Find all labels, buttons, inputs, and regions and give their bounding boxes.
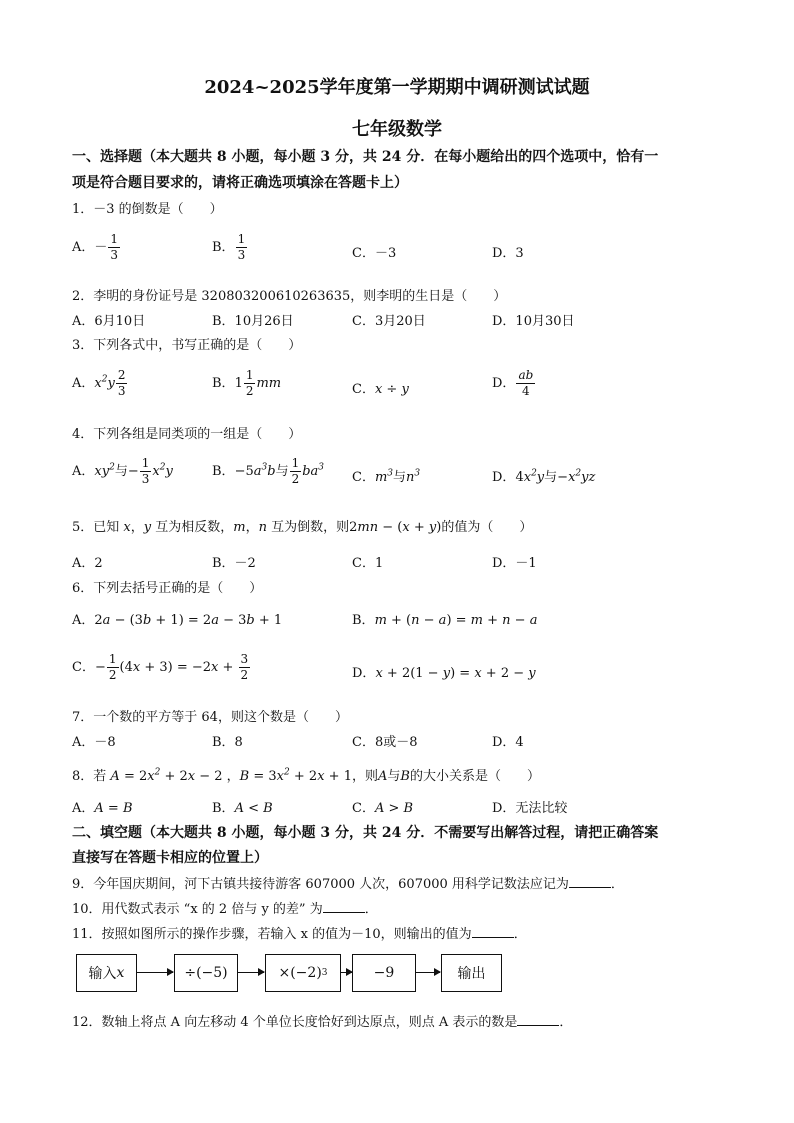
section1-heading-line2: 项是符合题目要求的，请将正确选项填涂在答题卡上） xyxy=(72,175,408,191)
q2-option-a: A．6月10日 xyxy=(72,314,146,329)
section2-heading-line2: 直接写在答题卡相应的位置上） xyxy=(72,850,268,866)
q12-text: 12．数轴上将点 A 向左移动 4 个单位长度恰好到达原点，则点 A 表示的数是 ． xyxy=(72,1015,573,1030)
q4-option-c: C．$m^3$与$n^3$ xyxy=(352,468,421,485)
page-subtitle: 七年级数学 xyxy=(352,119,442,140)
flow-arrow xyxy=(416,972,440,973)
q10-text: 10．用代数式表示 “x 的 2 倍与 y 的差” 为 ． xyxy=(72,902,378,917)
fraction: $\frac{1}{3}$ xyxy=(141,456,150,486)
fraction: $\frac{1}{3}$ xyxy=(110,232,119,262)
q7-option-b: B．8 xyxy=(212,735,243,750)
q1-stem: 1．－3 的倒数是（ ） xyxy=(72,202,223,217)
q5-option-d: D．－1 xyxy=(492,556,537,571)
q8-stem: 8．若 $A = 2x^2 + 2x - 2$ ，$B = 3x^2 + 2x + 1$，则A与B的大小关系是（ ） xyxy=(72,767,540,784)
q5-option-a: A．2 xyxy=(72,556,103,571)
q8-option-b: B．A < B xyxy=(212,801,273,816)
q1-option-c: C．－3 xyxy=(352,246,397,261)
q8-option-d: D．无法比较 xyxy=(492,801,568,816)
fraction: $\frac{1}{2}$ xyxy=(245,368,254,398)
section1-heading-line1: 一、选择题（本大题共 8 小题，每小题 3 分，共 24 分．在每小题给出的四个选项中，恰有一 xyxy=(72,149,659,165)
q2-option-b: B．10月26日 xyxy=(212,314,294,329)
flow-arrow xyxy=(341,972,352,973)
flow-step-multiply: ×(−2) 3 xyxy=(265,954,341,992)
fraction: $\frac{ab}{4}$ xyxy=(518,368,534,398)
q6-option-b: B．m + (n − a) = m + n − a xyxy=(352,613,538,628)
q6-stem: 6．下列去括号正确的是（ ） xyxy=(72,581,263,596)
q5-option-c: C．1 xyxy=(352,556,384,571)
answer-blank xyxy=(569,875,611,888)
fraction: $\frac{3}{2}$ xyxy=(240,652,249,682)
q3-option-a: A．$x^2y$ $\frac{2}{3}$ xyxy=(72,368,126,398)
q4-stem: 4．下列各组是同类项的一组是（ ） xyxy=(72,427,302,442)
q1-option-a: A．－ $\frac{1}{3}$ xyxy=(72,232,119,262)
q7-stem: 7．一个数的平方等于 64，则这个数是（ ） xyxy=(72,710,348,725)
flow-arrow xyxy=(238,972,264,973)
q5-option-b: B．－2 xyxy=(212,556,256,571)
answer-blank xyxy=(517,1013,559,1026)
q1-option-d: D．3 xyxy=(492,246,524,261)
q1-option-b: B． $\frac{1}{3}$ xyxy=(212,232,246,262)
q3-option-c: C．x ÷ y xyxy=(352,382,409,397)
q7-option-a: A．－8 xyxy=(72,735,116,750)
page-title: 2024~2025学年度第一学期期中调研测试试题 xyxy=(204,77,590,98)
q8-option-c: C．A > B xyxy=(352,801,414,816)
q7-option-c: C．8或－8 xyxy=(352,735,418,750)
flow-step-divide: ÷(−5) xyxy=(174,954,238,992)
q5-stem: 5．已知 x，y 互为相反数，m，n 互为倒数，则2mn − (x + y)的值为（ ） xyxy=(72,520,533,535)
q3-option-b: B．1 $\frac{1}{2}$ mm xyxy=(212,368,282,398)
q6-option-a: A．2a − (3b + 1) = 2a − 3b + 1 xyxy=(72,613,283,628)
q6-option-d: D．x + 2(1 − y) = x + 2 − y xyxy=(352,666,536,681)
flow-arrow xyxy=(137,972,173,973)
q6-option-c: C．− $\frac{1}{2}$ (4x + 3) = −2x + $\frac{3}{2}$ xyxy=(72,652,249,682)
fraction: $\frac{1}{3}$ xyxy=(237,232,246,262)
q8-option-a: A．A = B xyxy=(72,801,133,816)
fraction: $\frac{1}{2}$ xyxy=(108,652,117,682)
q4-option-d: D．$4x^2y$与$-x^2yz$ xyxy=(492,468,596,485)
flow-output-box: 输出 xyxy=(441,954,502,992)
q3-option-d: D． $\frac{ab}{4}$ xyxy=(492,368,534,398)
q9-text: 9．今年国庆期间，河下古镇共接待游客 607000 人次，607000 用科学记数法应记为 ． xyxy=(72,877,624,892)
q2-option-c: C．3月20日 xyxy=(352,314,426,329)
section2-heading-line1: 二、填空题（本大题共 8 小题，每小题 3 分，共 24 分．不需要写出解答过程，请把正确答案 xyxy=(72,825,659,841)
q2-option-d: D．10月30日 xyxy=(492,314,575,329)
q4-option-b: B．$-5a^3b$与 $\frac{1}{2}$ $ba^3$ xyxy=(212,456,325,486)
flow-step-subtract: −9 xyxy=(352,954,416,992)
answer-blank xyxy=(472,925,514,938)
fraction: $\frac{2}{3}$ xyxy=(117,368,126,398)
q3-stem: 3．下列各式中，书写正确的是（ ） xyxy=(72,338,302,353)
q2-stem: 2．李明的身份证号是 320803200610263635，则李明的生日是（ ） xyxy=(72,289,507,304)
fraction: $\frac{1}{2}$ xyxy=(291,456,300,486)
q4-option-a: A．$xy^2$与− $\frac{1}{3}$ $x^2y$ xyxy=(72,456,173,486)
q11-text: 11．按照如图所示的操作步骤，若输入 x 的值为－10，则输出的值为 ． xyxy=(72,927,527,942)
answer-blank xyxy=(323,900,365,913)
q7-option-d: D．4 xyxy=(492,735,524,750)
flow-input-box: 输入 x xyxy=(76,954,137,992)
